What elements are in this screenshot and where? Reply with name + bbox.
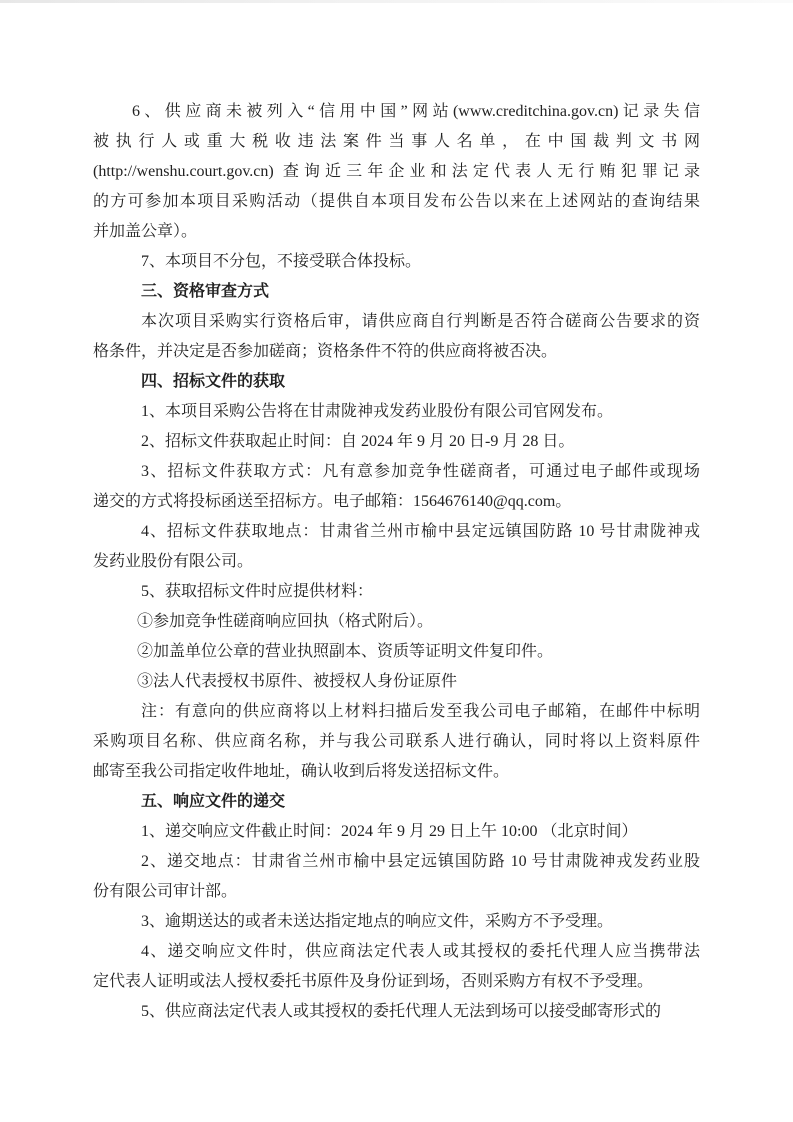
section-5-heading-response-submission	[93, 787, 700, 817]
text-line: ②加盖单位公章的营业执照副本、资质等证明文件复印件。	[137, 643, 554, 660]
text-line: 4、递交响应文件时，供应商法定代表人或其授权的委托代理人应当携带法	[141, 943, 700, 960]
text-line: 2、递交地点：甘肃省兰州市榆中县定远镇国防路 10 号甘肃陇神戎发药业股	[141, 853, 700, 870]
text-line: (http://wenshu.court.gov.cn) 查询近三年企业和法定代表人无行贿犯罪记录	[93, 163, 700, 180]
text-line: 5、供应商法定代表人或其授权的委托代理人无法到场可以接受邮寄形式的	[141, 1003, 662, 1020]
text-line: 递交的方式将投标函送至招标方。电子邮箱：1564676140@qq.com。	[93, 493, 572, 510]
item-5-5-mail-acceptance	[93, 997, 700, 1027]
text-line: 2、招标文件获取起止时间：自 2024 年 9 月 20 日-9 月 28 日。	[141, 433, 575, 450]
text-line: 5、获取招标文件时应提供材料：	[141, 583, 374, 600]
text-line: 采购项目名称、供应商名称，并与我公司联系人进行确认，同时将以上资料原件	[93, 733, 700, 750]
text-line: 邮寄至我公司指定收件地址，确认收到后将发送招标文件。	[93, 763, 510, 780]
text-line: 三、资格审查方式	[141, 283, 270, 300]
text-line: 被执行人或重大税收违法案件当事人名单，在中国裁判文书网	[93, 133, 700, 150]
text-line: ①参加竞争性磋商响应回执（格式附后）。	[137, 613, 434, 630]
text-line: 本次项目采购实行资格后审，请供应商自行判断是否符合磋商公告要求的资	[141, 313, 700, 330]
material-3-authorization	[93, 667, 700, 697]
clause-6-credit-china	[93, 97, 700, 247]
item-4-3-obtain-method	[93, 457, 700, 517]
text-line: 1、递交响应文件截止时间：2024 年 9 月 29 日上午 10:00 （北京时间）	[141, 823, 638, 840]
note-material-submission	[93, 697, 700, 787]
item-4-5-required-materials	[93, 577, 700, 607]
item-5-2-submission-location	[93, 847, 700, 907]
text-line: 1、本项目采购公告将在甘肃陇神戎发药业股份有限公司官网发布。	[141, 403, 614, 420]
text-line: 五、响应文件的递交	[141, 793, 286, 810]
document-body	[93, 97, 700, 1027]
section-3-body	[93, 307, 700, 367]
text-line: 注：有意向的供应商将以上材料扫描后发至我公司电子邮箱，在邮件中标明	[141, 703, 700, 720]
item-4-1-announcement	[93, 397, 700, 427]
text-line: 4、招标文件获取地点：甘肃省兰州市榆中县定远镇国防路 10 号甘肃陇神戎	[141, 523, 700, 540]
text-line: 7、本项目不分包，不接受联合体投标。	[141, 253, 422, 270]
material-1-response-receipt	[93, 607, 700, 637]
section-3-heading-qualification-review	[93, 277, 700, 307]
text-line: 并加盖公章）。	[93, 223, 198, 240]
text-line: 四、招标文件的获取	[141, 373, 286, 390]
item-4-2-obtain-period	[93, 427, 700, 457]
text-line: 格条件，并决定是否参加磋商；资格条件不符的供应商将被否决。	[93, 343, 558, 360]
text-line: 3、逾期送达的或者未送达指定地点的响应文件，采购方不予受理。	[141, 913, 614, 930]
scan-edge-artifact	[0, 0, 793, 3]
item-5-4-representative-presence	[93, 937, 700, 997]
text-line: 份有限公司审计部。	[93, 883, 238, 900]
material-2-business-license	[93, 637, 700, 667]
item-4-4-obtain-location	[93, 517, 700, 577]
text-line: 发药业股份有限公司。	[93, 553, 254, 570]
text-line: 的方可参加本项目采购活动（提供自本项目发布公告以来在上述网站的查询结果	[93, 193, 700, 210]
item-5-1-deadline	[93, 817, 700, 847]
text-line: ③法人代表授权书原件、被授权人身份证原件	[137, 673, 458, 690]
text-line: 定代表人证明或法人授权委托书原件及身份证到场，否则采购方有权不予受理。	[93, 973, 654, 990]
item-5-3-late-delivery	[93, 907, 700, 937]
text-line: 3、招标文件获取方式：凡有意参加竞争性磋商者，可通过电子邮件或现场	[141, 463, 700, 480]
section-4-heading-obtain-documents	[93, 367, 700, 397]
text-line: 6、供应商未被列入“信用中国”网站(www.creditchina.gov.cn)记录失信	[132, 103, 700, 120]
clause-7-no-consortium	[93, 247, 700, 277]
